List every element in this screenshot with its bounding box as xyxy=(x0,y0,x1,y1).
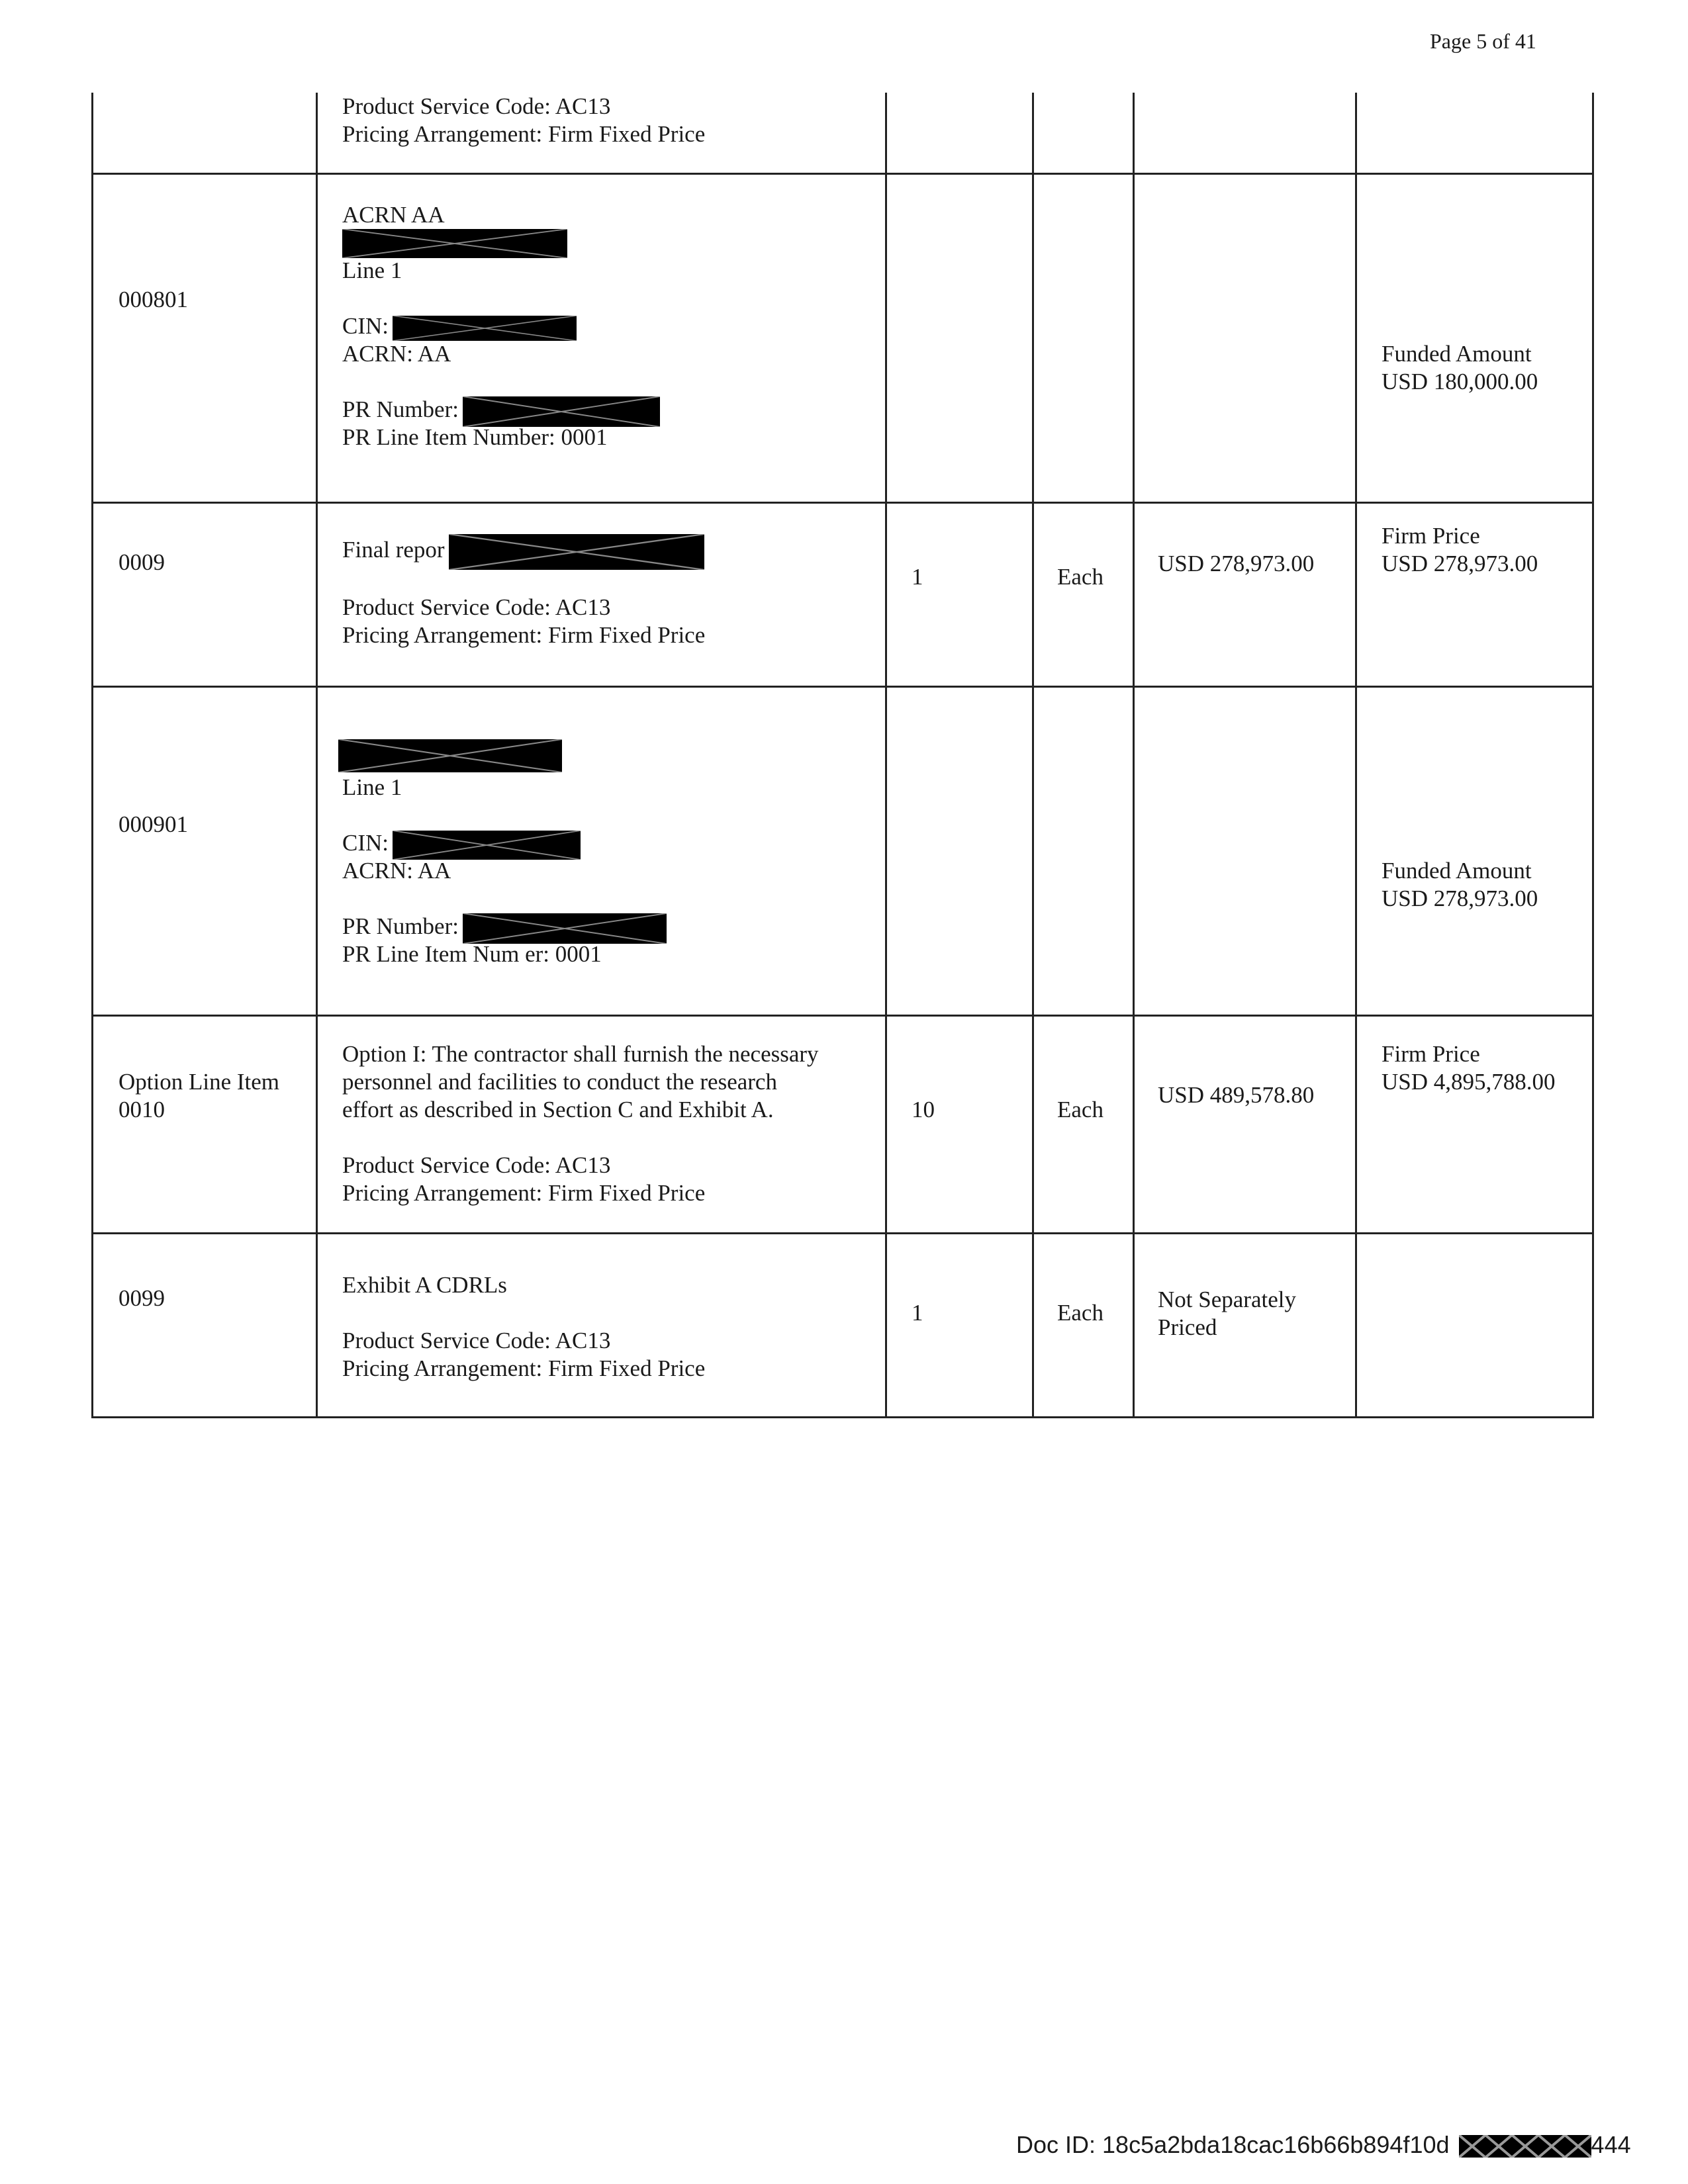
pr-line-item-number: PR Line Item Num er: 0001 xyxy=(342,941,602,967)
unit-price: Not Separately xyxy=(1158,1287,1296,1312)
description-text: Exhibit A CDRLs xyxy=(342,1272,507,1298)
table-row xyxy=(91,688,1594,1017)
pr-line-item-number: PR Line Item Number: 0001 xyxy=(342,424,608,450)
product-service-code: Product Service Code: AC13 xyxy=(342,1152,611,1178)
pr-number-label: PR Number: xyxy=(342,396,459,422)
acrn-value: ACRN: AA xyxy=(342,341,451,367)
table-row xyxy=(91,1234,1594,1418)
redaction-box xyxy=(449,534,704,570)
description-field xyxy=(342,534,704,570)
acrn-header: ACRN AA xyxy=(342,202,445,228)
pr-number-label: PR Number: xyxy=(342,913,459,939)
table-row xyxy=(91,504,1594,688)
product-service-code: Product Service Code: AC13 xyxy=(342,1328,611,1353)
redaction-box xyxy=(342,229,567,258)
description-line: effort as described in Section C and Exhibit A. xyxy=(342,1097,774,1122)
pricing-arrangement: Pricing Arrangement: Firm Fixed Price xyxy=(342,622,706,648)
unit-price: USD 489,578.80 xyxy=(1158,1082,1315,1108)
pr-number-field xyxy=(342,913,667,944)
amount-label: Funded Amount xyxy=(1382,341,1532,367)
unit-price-sub: Priced xyxy=(1158,1314,1217,1340)
item-number: 000901 xyxy=(118,811,188,837)
doc-id: Doc ID: 18c5a2bda18cac16b66b894f10d xyxy=(1016,2131,1450,2158)
unit: Each xyxy=(1057,1097,1103,1122)
amount-value: USD 4,895,788.00 xyxy=(1382,1069,1556,1095)
item-number: 000801 xyxy=(118,287,188,312)
quantity: 1 xyxy=(912,564,923,590)
description-line: personnel and facilities to conduct the research xyxy=(342,1069,777,1095)
redaction-box xyxy=(393,316,577,341)
line-items-table xyxy=(91,93,1594,1418)
item-number: Option Line Item xyxy=(118,1069,280,1095)
amount-value: USD 278,973.00 xyxy=(1382,551,1538,576)
amount-value: USD 278,973.00 xyxy=(1382,886,1538,911)
unit: Each xyxy=(1057,564,1103,590)
page-number: Page 5 of 41 xyxy=(1430,29,1536,53)
doc-id-footer xyxy=(1016,2131,1631,2159)
item-number-sub: 0010 xyxy=(118,1097,165,1122)
product-service-code: Product Service Code: AC13 xyxy=(342,594,611,620)
table-row xyxy=(91,93,1594,175)
description-text: Final repor xyxy=(342,537,445,563)
doc-id-suffix: 444 xyxy=(1591,2131,1631,2158)
pricing-arrangement: Pricing Arrangement: Firm Fixed Price xyxy=(342,1180,706,1206)
redaction-box xyxy=(1459,2135,1591,2158)
table-row xyxy=(91,1017,1594,1234)
cin-field xyxy=(342,312,577,341)
line-label: Line 1 xyxy=(342,774,402,800)
quantity: 1 xyxy=(912,1300,923,1326)
item-number: 0099 xyxy=(118,1285,165,1311)
redaction-box xyxy=(338,739,562,772)
redaction-box xyxy=(393,831,581,860)
cin-label: CIN: xyxy=(342,313,389,339)
amount-label: Firm Price xyxy=(1382,1041,1480,1067)
pr-number-field xyxy=(342,396,660,427)
quantity: 10 xyxy=(912,1097,935,1122)
cin-label: CIN: xyxy=(342,830,389,856)
redaction-box xyxy=(463,396,660,427)
unit-price: USD 278,973.00 xyxy=(1158,551,1315,576)
acrn-value: ACRN: AA xyxy=(342,858,451,884)
amount-label: Funded Amount xyxy=(1382,858,1532,884)
unit: Each xyxy=(1057,1300,1103,1326)
amount-label: Firm Price xyxy=(1382,523,1480,549)
table-row xyxy=(91,175,1594,504)
cin-field xyxy=(342,829,581,860)
line-label: Line 1 xyxy=(342,257,402,283)
product-service-code: Product Service Code: AC13 xyxy=(342,93,611,119)
description-line: Option I: The contractor shall furnish the necessary xyxy=(342,1041,819,1067)
pricing-arrangement: Pricing Arrangement: Firm Fixed Price xyxy=(342,121,706,147)
redaction-box xyxy=(463,913,667,944)
item-number: 0009 xyxy=(118,549,165,575)
amount-value: USD 180,000.00 xyxy=(1382,369,1538,394)
pricing-arrangement: Pricing Arrangement: Firm Fixed Price xyxy=(342,1355,706,1381)
